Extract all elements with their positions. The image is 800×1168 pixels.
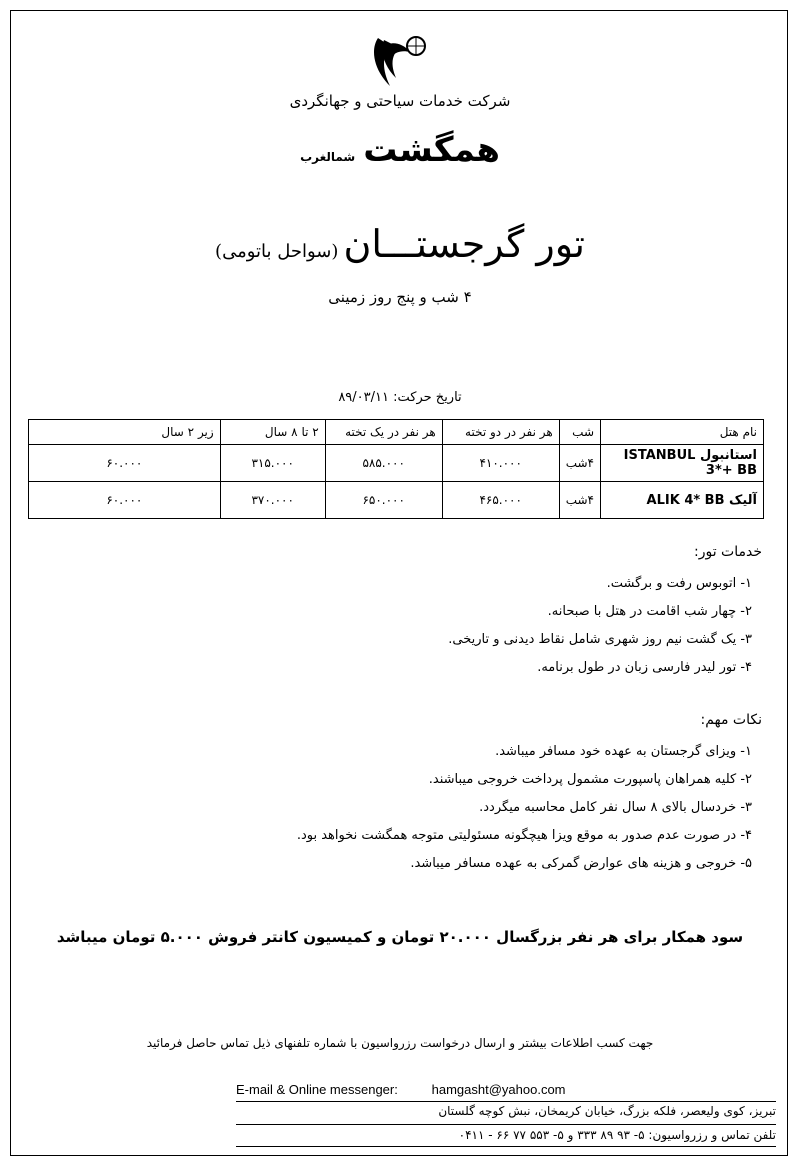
footer-divider (236, 1146, 776, 1147)
notes-item: ۲- کلیه همراهان پاسپورت مشمول پرداخت خروجی میباشند. (428, 772, 752, 787)
col-double: هر نفر در دو تخته (442, 420, 559, 445)
services-item: ۴- تور لیدر فارسی زبان در طول برنامه. (537, 660, 752, 675)
phone-numbers: تلفن تماس و رزرواسیون: ۵- ۹۳ ۸۹ ۳۳۳ و ۵- ۵۵۳ ۷۷ ۶۶ - ۰۴۱۱ (458, 1128, 776, 1142)
notes-heading: نکات مهم: (700, 712, 762, 728)
footer-divider (236, 1101, 776, 1102)
col-hotel: نام هتل (601, 420, 764, 445)
infant-price-cell: ۶۰.۰۰۰ (29, 445, 221, 482)
notes-section (297, 712, 762, 878)
tour-title-sub: (سواحل باتومی) (215, 241, 339, 262)
double-price-cell: ۴۱۰.۰۰۰ (442, 445, 559, 482)
bird-globe-logo-icon (360, 30, 440, 90)
single-price-cell: ۶۵۰.۰۰۰ (325, 482, 442, 519)
col-child: ۲ تا ۸ سال (220, 420, 325, 445)
hotel-name-en: ISTANBUL 3*+ BB (623, 448, 757, 478)
notes-item: ۱- ویزای گرجستان به عهده خود مسافر میباشد. (495, 744, 752, 759)
table-row (29, 445, 764, 482)
contact-note: جهت کسب اطلاعات بیشتر و ارسال درخواست رزرواسیون با شماره تلفنهای ذیل تماس حاصل فرمائید (146, 1036, 654, 1050)
footer-divider (236, 1124, 776, 1125)
brand-row (0, 130, 800, 170)
tour-duration: ۴ شب و پنج روز زمینی (328, 288, 472, 306)
hotel-name-fa: استانبول (699, 448, 757, 463)
departure-value: ۸۹/۰۳/۱۱ (338, 390, 389, 405)
hotel-cell (601, 445, 764, 482)
hotel-cell (601, 482, 764, 519)
email-row (236, 1082, 776, 1097)
email-address[interactable]: hamgasht@yahoo.com (431, 1082, 566, 1097)
notes-item: ۳- خردسال بالای ۸ سال نفر کامل محاسبه میگردد. (479, 800, 752, 815)
tour-title-main: تور گرجستـــان (343, 222, 585, 266)
services-item: ۱- اتوبوس رفت و برگشت. (606, 576, 752, 591)
nights-cell: ۴شب (559, 445, 600, 482)
price-table (28, 419, 764, 519)
infant-price-cell: ۶۰.۰۰۰ (29, 482, 221, 519)
notes-item: ۴- در صورت عدم صدور به موقع ویزا هیچگونه مسئولیتی متوجه همگشت نخواهد بود. (296, 828, 752, 843)
col-single: هر نفر در یک تخته (325, 420, 442, 445)
child-price-cell: ۳۱۵.۰۰۰ (220, 445, 325, 482)
departure-date (0, 390, 800, 405)
nights-cell: ۴شب (559, 482, 600, 519)
single-price-cell: ۵۸۵.۰۰۰ (325, 445, 442, 482)
brand-region: شمالغرب (300, 150, 356, 164)
commission-note: سود همکار برای هر نفر بزرگسال ۲۰.۰۰۰ تومان و کمیسیون کانتر فروش ۵.۰۰۰ تومان میباشد (56, 928, 744, 946)
hotel-name-fa: آلیک (729, 492, 757, 508)
address: تبریز، کوی ولیعصر، فلکه بزرگ، خیابان کریمخان، نبش کوچه گلستان (438, 1104, 776, 1118)
tour-title (0, 222, 800, 266)
services-section (448, 544, 762, 682)
services-heading: خدمات تور: (693, 544, 762, 560)
notes-item: ۵- خروجی و هزینه های عوارض گمرکی به عهده مسافر میباشد. (410, 856, 752, 871)
brand-name: همگشت (363, 130, 500, 170)
col-nights: شب (559, 420, 600, 445)
services-item: ۳- یک گشت نیم روز شهری شامل نقاط دیدنی و تاریخی. (448, 632, 752, 647)
table-header-row (29, 420, 764, 445)
table-row (29, 482, 764, 519)
col-infant: زیر ۲ سال (29, 420, 221, 445)
services-item: ۲- چهار شب اقامت در هتل با صبحانه. (547, 604, 752, 619)
email-label: E-mail & Online messenger: (236, 1082, 398, 1097)
hotel-name-en: ALIK 4* BB (646, 492, 725, 508)
company-name: شرکت خدمات سیاحتی و جهانگردی (289, 92, 511, 110)
double-price-cell: ۴۶۵.۰۰۰ (442, 482, 559, 519)
departure-label: تاریخ حرکت: (393, 390, 462, 405)
child-price-cell: ۳۷۰.۰۰۰ (220, 482, 325, 519)
